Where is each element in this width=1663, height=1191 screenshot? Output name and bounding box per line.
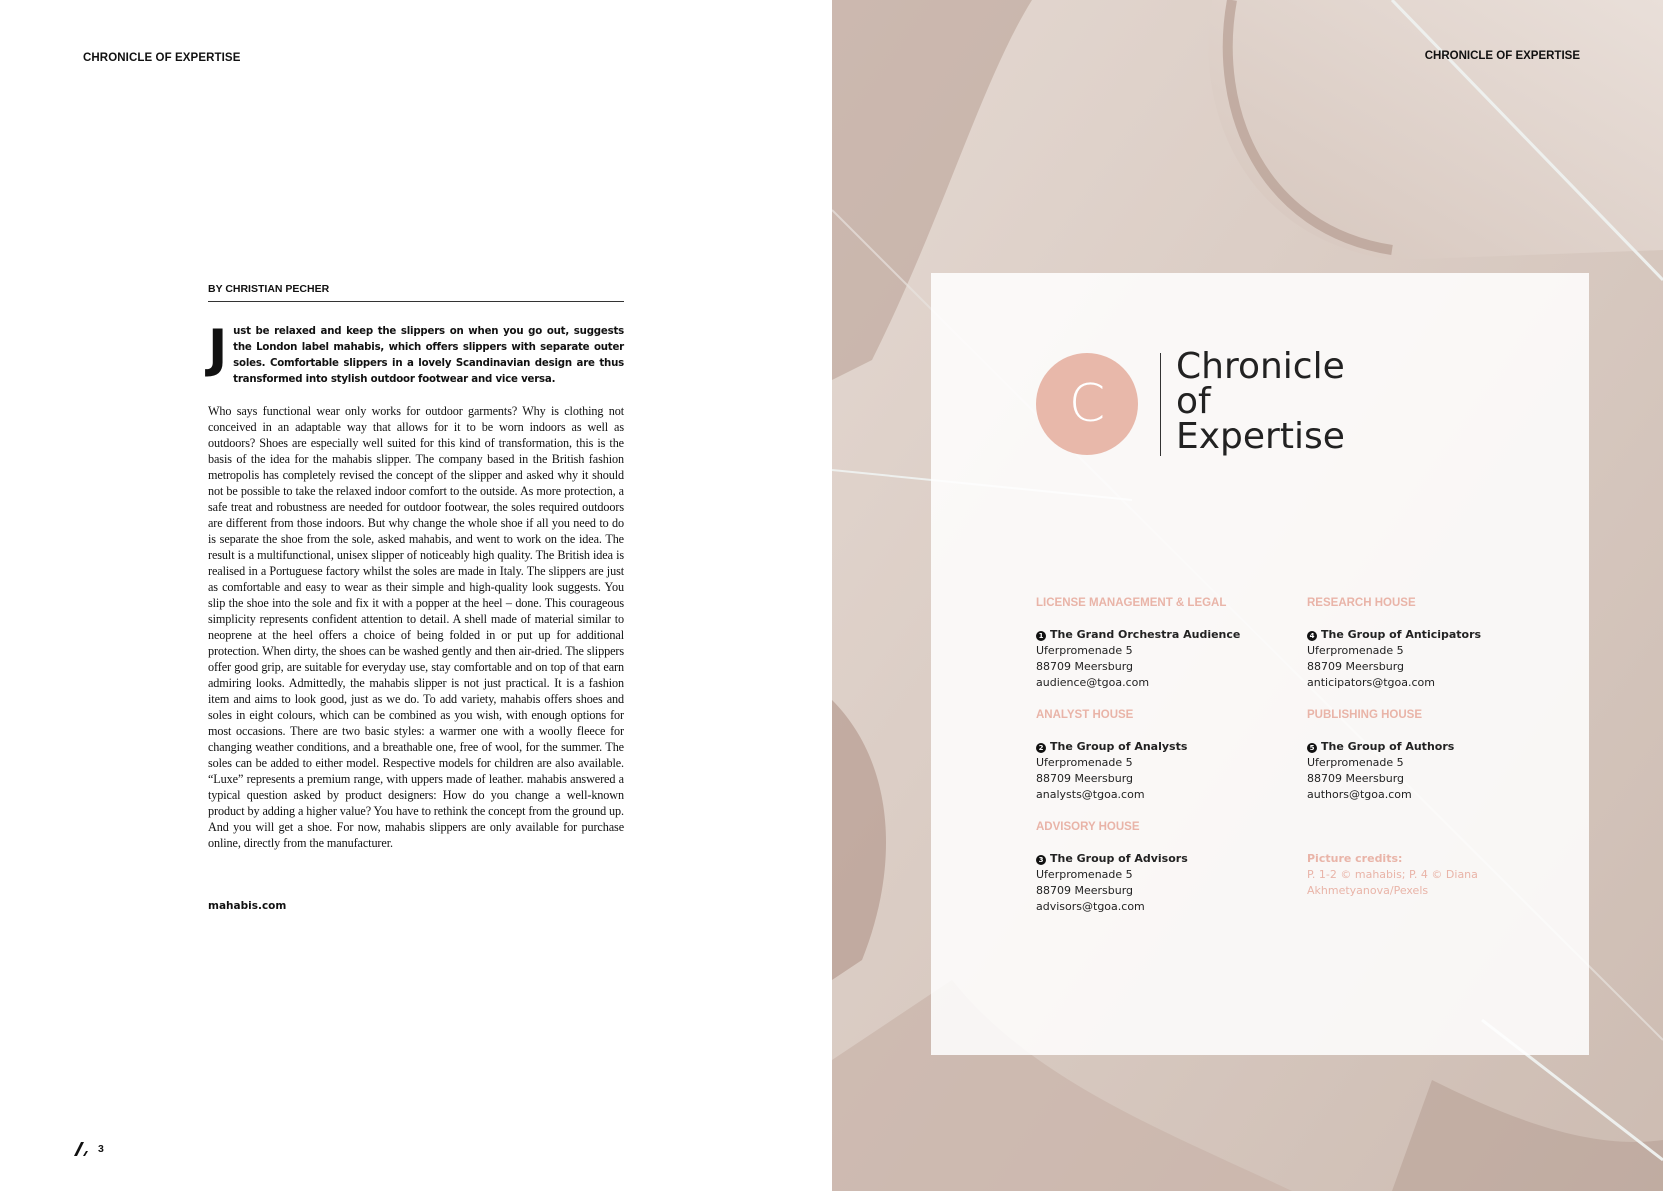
contact-city: 88709 Meersburg	[1307, 772, 1405, 785]
contact-city: 88709 Meersburg	[1036, 884, 1134, 897]
contact-city: 88709 Meersburg	[1307, 660, 1405, 673]
contact-city: 88709 Meersburg	[1036, 660, 1134, 673]
contact-name: The Group of Analysts	[1050, 740, 1188, 753]
byline: BY CHRISTIAN PECHER	[208, 283, 624, 302]
logo-line: Chronicle	[1176, 346, 1345, 387]
contact-email[interactable]: analysts@tgoa.com	[1036, 788, 1145, 801]
section-heading: LICENSE MANAGEMENT & LEGAL	[1036, 597, 1227, 609]
contact-name: The Group of Advisors	[1050, 852, 1188, 865]
contact-email[interactable]: audience@tgoa.com	[1036, 676, 1150, 689]
contact-street: Uferpromenade 5	[1036, 756, 1133, 769]
contact-email[interactable]: authors@tgoa.com	[1307, 788, 1412, 801]
contacts-column-left	[1036, 595, 1296, 931]
number-badge-icon: 5	[1307, 743, 1317, 753]
contact-email[interactable]: anticipators@tgoa.com	[1307, 676, 1435, 689]
logo-wordmark	[1176, 346, 1345, 457]
picture-credits-text: P. 1-2 © mahabis; P. 4 © Diana Akhmetyanova/Pexels	[1307, 868, 1478, 897]
number-badge-icon: 2	[1036, 743, 1046, 753]
contact-street: Uferpromenade 5	[1307, 644, 1404, 657]
contact-block	[1036, 851, 1296, 915]
contact-block	[1036, 739, 1296, 803]
section-heading: PUBLISHING HOUSE	[1307, 709, 1423, 721]
running-head-right: CHRONICLE OF EXPERTISE	[1424, 50, 1580, 62]
section-heading: ANALYST HOUSE	[1036, 709, 1134, 721]
contact-street: Uferpromenade 5	[1036, 868, 1133, 881]
logo-c-icon	[1036, 353, 1138, 455]
article-body: Who says functional wear only works for outdoor garments? Why is clothing not conceived in an adaptable way that allows for it to be worn indoors as well as outdoors? Shoes are especially well suited for this kind of transformation, this is the basis of the idea for the mahabis slipper. The company based in the British fashion metropolis has completely revised the concept of the slipper and asked why it should not be possible to take the relaxed indoor comfort to the outside. As more protection, a safe treat and robustness are needed for outdoor footwear, the soles required outdoors are different from those indoors. But why change the whole shoe if all you need to do is separate the shoe from the sole, asked mahabis, and went to work on the idea. The result is a multifunctional, unisex slipper of noticeably high quality. The British idea is realised in a Portuguese factory whilst the soles are made in Italy. The slippers are just as comfortable and easy to wear as their simple and high-quality look suggests. You slip the shoe into the sole and fix it with a popper at the heel – done. This courageous simplicity represents confident attention to detail. A shell made of material similar to neoprene at the heel offers a choice of being folded in or put up for additional protection. When dirty, the shoes can be washed gently and then air-dried. The slippers offer good grip, are suitable for everyday use, stay comfortable and on top of that earn admiring looks. Admittedly, the mahabis slipper is not just practical. It is a fashion item and aims to look good, just as we do. To add variety, mahabis offers shoes and soles in eight colours, which can be combined as you wish, with enough options for most occasions. There are two basic styles: a warmer one with a woolly fleece for changing weather conditions, and a breathable one, free of wool, for the summer. The soles can be added to either model. Respective models for children are also available. “Luxe” represents a premium range, with uppers made of leather. mahabis answered a typical question asked by product designers: How do you change a well-known product by adding a higher value? You have to rethink the concept from the ground up. And you will get a shoe. For now, mahabis slippers are only available for purchase online, directly from the manufacturer.	[208, 404, 624, 850]
contacts-column-right	[1307, 595, 1567, 899]
contact-city: 88709 Meersburg	[1036, 772, 1134, 785]
contact-name: The Grand Orchestra Audience	[1050, 628, 1241, 641]
website-link[interactable]: mahabis.com	[208, 900, 287, 912]
contact-street: Uferpromenade 5	[1307, 756, 1404, 769]
picture-credits-heading: Picture credits:	[1307, 852, 1403, 865]
contact-block	[1307, 739, 1567, 803]
masthead-panel	[931, 273, 1589, 1055]
lead-text: ust be relaxed and keep the slippers on when you go out, suggests the London label mahabis, which offers slippers with separate outer soles. Comfortable slippers in a lovely Scandinavian design are thus transformed into stylish outdoor footwear and vice versa.	[233, 326, 624, 385]
slash-logo-icon	[74, 1142, 88, 1156]
folio	[74, 1142, 104, 1156]
right-page	[832, 0, 1663, 1191]
logo-divider	[1160, 353, 1161, 456]
section-heading: ADVISORY HOUSE	[1036, 821, 1140, 833]
contact-name: The Group of Authors	[1321, 740, 1455, 753]
contact-block	[1307, 627, 1567, 691]
running-head: CHRONICLE OF EXPERTISE	[83, 52, 241, 64]
logo-line: Expertise	[1176, 416, 1345, 457]
section-heading: RESEARCH HOUSE	[1307, 597, 1416, 609]
logo-letter: C	[1068, 374, 1106, 434]
number-badge-icon: 4	[1307, 631, 1317, 641]
contact-block	[1036, 627, 1296, 691]
number-badge-icon: 1	[1036, 631, 1046, 641]
contact-email[interactable]: advisors@tgoa.com	[1036, 900, 1145, 913]
contact-name: The Group of Anticipators	[1321, 628, 1482, 641]
drop-cap: J	[208, 319, 228, 379]
contact-street: Uferpromenade 5	[1036, 644, 1133, 657]
logo-line: of	[1176, 381, 1211, 422]
lead-paragraph	[208, 319, 624, 388]
number-badge-icon: 3	[1036, 855, 1046, 865]
page-number: 3	[98, 1143, 104, 1155]
